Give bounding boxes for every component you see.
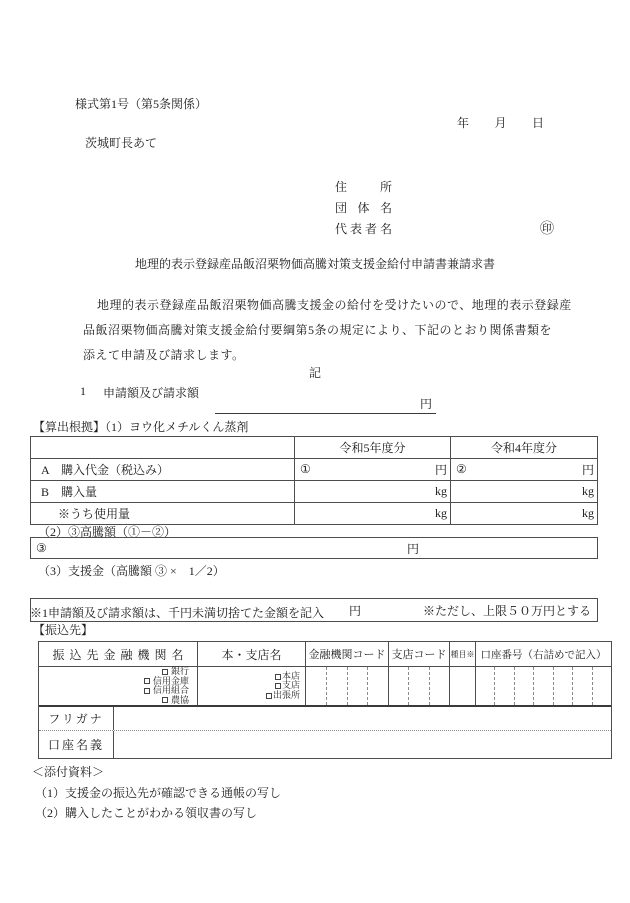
bank-header-row — [39, 642, 611, 667]
form-number: 様式第1号（第5条関係） — [75, 97, 208, 111]
bank-header-account-type: 種目※ — [450, 642, 476, 666]
applicant-address-label: 住所 — [335, 180, 392, 194]
account-type-cell — [450, 667, 476, 705]
institution-type-label: 信用組合 — [152, 685, 189, 695]
checkbox-icon — [275, 674, 281, 680]
checkbox-icon — [144, 688, 150, 694]
circled-2-mark: ② — [456, 462, 467, 476]
applicant-group-label: 団体名 — [335, 201, 392, 215]
branch-name-cell — [198, 667, 306, 705]
yen-unit: 円 — [581, 463, 594, 477]
calc-header-year1: 令和5年度分 — [295, 437, 451, 458]
calc-basis-heading: 【算出根拠】（1）ヨウ化メチルくん蒸剤 — [33, 420, 249, 434]
calc-row-usage-label: ※うち使用量 — [31, 503, 295, 524]
yen-unit: 円 — [434, 463, 447, 477]
applicant-representative-label: 代表者名 — [335, 222, 392, 236]
account-holder-row — [39, 730, 611, 758]
upper-limit-note: ※ただし、上限５０万円とする — [422, 603, 591, 618]
kg-unit: kg — [582, 484, 594, 498]
calc-row-b — [31, 480, 597, 502]
addressee: 茨城町長あて — [85, 136, 158, 150]
date-day-label: 日 — [531, 116, 544, 130]
date-line — [457, 114, 544, 131]
section1-number: 1 — [80, 384, 86, 398]
circled-3-mark: ③ — [36, 540, 47, 555]
bank-heading: 【振込先】 — [33, 623, 94, 637]
kg-unit: kg — [582, 506, 594, 520]
checkbox-icon — [162, 697, 168, 703]
account-holder-label: 口座名義 — [39, 731, 114, 758]
furigana-label: フリガナ — [39, 707, 114, 730]
account-number-cell — [476, 667, 611, 705]
calc-table-header-row — [31, 437, 597, 458]
bank-header-account-number: 口座番号（右詰めで記入） — [480, 649, 607, 661]
section1-title: 申請額及び請求額 — [103, 386, 200, 400]
attachments-heading: ＜添付資料＞ — [32, 765, 105, 779]
institution-type-label: 銀行 — [170, 666, 189, 676]
bank-header-institution: 振込先金融機関名 — [39, 642, 198, 666]
attachment-item: （2）購入したことがわかる領収書の写し — [35, 806, 258, 820]
calc-row-a — [31, 458, 597, 480]
calc-row-b-label: B 購入量 — [31, 481, 295, 502]
bank-header-institution-code: 金融機関コード — [306, 642, 389, 666]
kg-unit: kg — [435, 506, 447, 520]
branch-type-label: 出張所 — [272, 689, 300, 700]
checkbox-icon — [162, 669, 168, 675]
kg-unit: kg — [435, 484, 447, 498]
document-title: 地理的表示登録産品飯沼栗物価高騰対策支援金給付申請書兼請求書 — [134, 257, 495, 271]
seal-icon: ㊞ — [540, 222, 554, 237]
institution-code-cell — [306, 667, 389, 705]
calc-header-year2: 令和4年度分 — [490, 441, 557, 455]
rounding-note: ※1申請額及び請求額は、千円未満切捨てた金額を記入 — [30, 606, 325, 620]
institution-type-label: 信用金庫 — [152, 675, 189, 686]
calc-row-usage — [31, 502, 597, 524]
calc-row-a-label: A 購入代金（税込み） — [31, 459, 295, 480]
amount-unit: 円 — [419, 397, 432, 411]
furigana-row — [39, 707, 611, 730]
calc-table — [30, 436, 598, 525]
yen-unit: 円 — [349, 603, 362, 618]
calc-header-blank — [31, 437, 295, 458]
bank-entry-row — [39, 667, 611, 707]
checkbox-icon — [275, 683, 281, 689]
bank-table — [38, 641, 612, 759]
sub2-label: （2）③高騰額（①－②） — [38, 525, 177, 539]
paragraph-line: 添えて申請及び請求します。 — [83, 348, 245, 362]
checkbox-icon — [266, 693, 272, 699]
branch-type-label: 本店 — [281, 670, 300, 681]
sub3-label: （3）支援金（高騰額 ③ × 1／2） — [38, 564, 225, 578]
institution-type-label: 農協 — [170, 694, 189, 705]
attachment-item: （1）支援金の振込先が確認できる通帳の写し — [35, 786, 282, 800]
branch-code-cell — [389, 667, 450, 705]
circled-1-mark: ① — [300, 462, 311, 476]
sub2-box — [30, 537, 598, 559]
paragraph-line: 品飯沼栗物価高騰対策支援金給付要綱第5条の規定により、下記のとおり関係書類を — [83, 323, 553, 337]
yen-unit: 円 — [407, 541, 420, 556]
date-year-label: 年 — [457, 116, 470, 130]
furigana-value-cell — [114, 707, 611, 730]
body-paragraph — [83, 293, 572, 368]
record-heading: 記 — [308, 366, 321, 380]
account-holder-value-cell — [114, 731, 611, 758]
bank-header-branch-code: 支店コード — [389, 642, 450, 666]
institution-type-option — [162, 696, 189, 706]
bank-header-branch: 本・支店名 — [198, 642, 306, 666]
branch-type-label: 支店 — [281, 680, 300, 691]
amount-entry-line — [215, 396, 436, 414]
branch-type-option — [266, 691, 300, 701]
paragraph-line: 地理的表示登録産品飯沼栗物価高騰支援金の給付を受けたいので、地理的表示登録産 — [97, 298, 572, 312]
checkbox-icon — [144, 678, 150, 684]
date-month-label: 月 — [494, 116, 507, 130]
institution-name-cell — [39, 667, 198, 705]
